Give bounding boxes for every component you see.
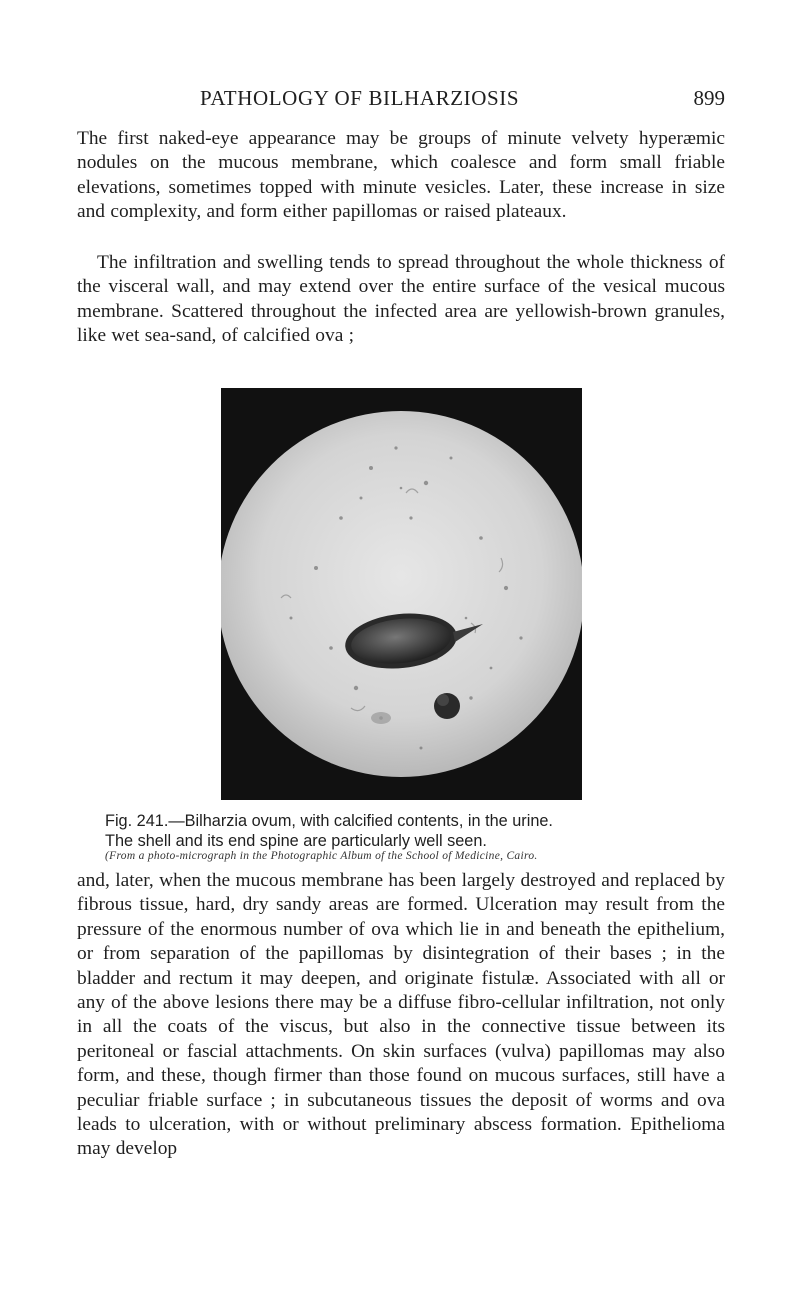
figure-caption	[105, 812, 697, 851]
microscope-field	[221, 411, 582, 777]
micrograph-image	[221, 388, 582, 800]
page-number: 899	[693, 86, 725, 110]
paragraph-1: The first naked-eye appearance may be groups of minute velvety hyperæmic nodules on the mucous membrane, which coalesce and form small friable elevations, sometimes topped with minute vesicles. Later, these increase in size and complexity, and form either papillomas or raised plateaux.	[77, 128, 725, 223]
micrograph-figure	[221, 388, 582, 800]
caption-line-1: Fig. 241.—Bilharzia ovum, with calcified contents, in the urine.	[105, 812, 553, 830]
caption-line-2: The shell and its end spine are particularly well seen.	[105, 831, 487, 850]
paragraph-3: and, later, when the mucous membrane has been largely destroyed and replaced by fibrous tissue, hard, dry sandy areas are formed. Ulceration may result from the pressure of the enormous number of ova which lie in and beneath the epithelium, or from separation of the papillomas by disintegration of their bases ; in the bladder and rectum it may deepen, and originate fistulæ. Associated with all or any of the above lesions there may be a diffuse fibro-cellular infiltration, not only in all the coats of the viscus, but also in the connective tissue between its peritoneal or fascial attachments. On skin surfaces (vulva) papillomas may also form, and these, though firmer than those found on mucous surfaces, still have a peculiar friable surface ; in subcutaneous tissues the deposit of worms and ova leads to ulceration, with or without preliminary abscess formation. Epithelioma may develop	[77, 870, 725, 1160]
running-title: PATHOLOGY OF BILHARZIOSIS	[200, 86, 520, 110]
page-header	[200, 86, 725, 120]
paragraph-2: The infiltration and swelling tends to spread throughout the whole thickness of the visceral wall, and may extend over the entire surface of the vesical mucous membrane. Scattered throughout the infected area are yellowish-brown granules, like wet sea-sand, of calcified ova ;	[77, 252, 725, 347]
figure-credit: (From a photo-micrograph in the Photographic Album of the School of Medicine, Cairo.	[105, 850, 538, 862]
